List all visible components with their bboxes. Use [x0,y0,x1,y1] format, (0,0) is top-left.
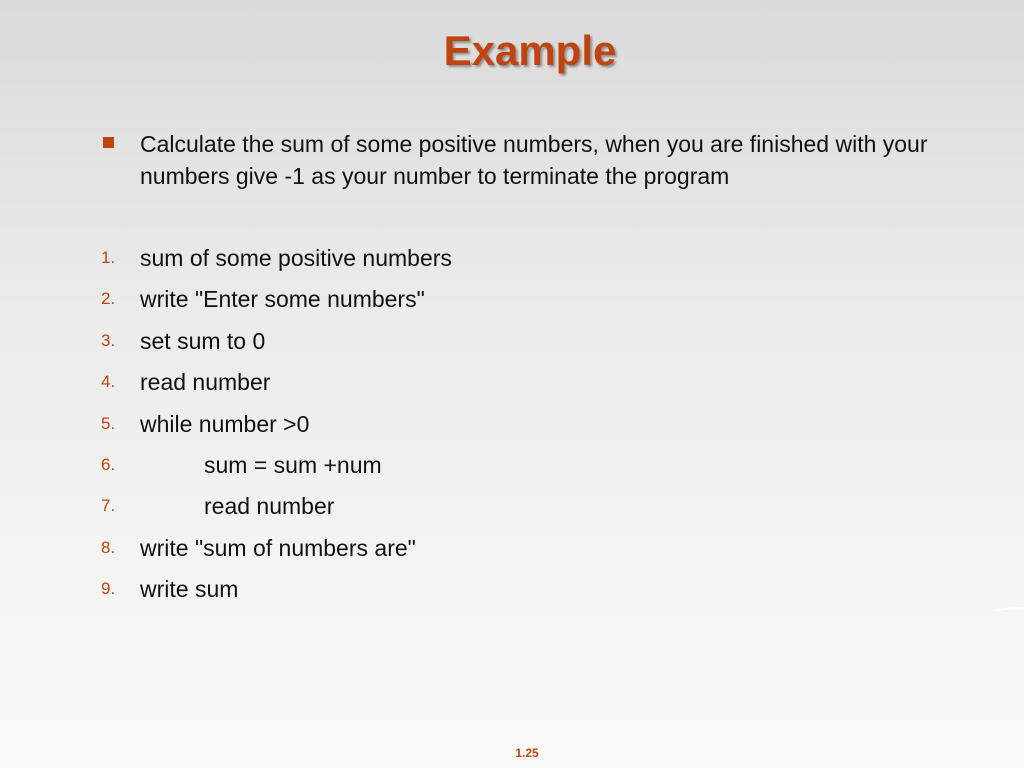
step-number: 8. [101,537,116,557]
step-text: read number [204,493,335,520]
step-text: write "Enter some numbers" [140,286,425,313]
step-number: 3. [101,330,116,350]
step-text: write sum [140,576,239,603]
square-bullet-icon [103,137,114,148]
page-number: 1.25 [515,746,539,760]
step-number: 4. [101,372,116,392]
step-number: 7. [101,496,116,516]
step-text: read number [140,369,271,396]
step-text: write "sum of numbers are" [140,534,416,561]
step-number: 5. [101,413,116,433]
step-text: sum of some positive numbers [140,245,452,271]
bullet-text: Calculate the sum of some positive numbers, when you are finished with your numbers give -1 as your number to terminate the program [140,131,928,189]
step-text: set sum to 0 [140,327,266,354]
step-number: 2. [101,289,116,309]
step-number: 9. [101,579,116,599]
step-text: sum = sum +num [204,451,382,478]
decorative-swoosh-icon [994,606,1024,614]
step-text: while number >0 [140,410,310,437]
step-number: 1. [101,248,116,267]
slide-title: Example [443,27,617,74]
step-number: 6. [101,454,116,474]
